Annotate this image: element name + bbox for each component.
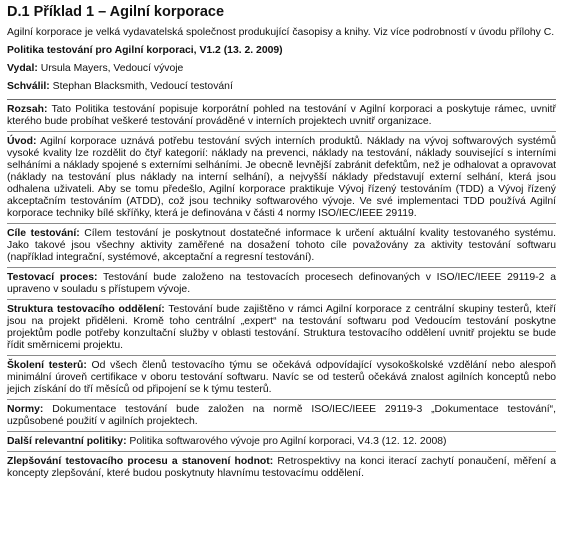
approved-by-value: Stephan Blacksmith, Vedoucí testování: [52, 81, 233, 92]
section-test-process: [7, 267, 556, 299]
approved-by-label: Schválil:: [7, 81, 50, 92]
section-text: Dokumentace testování bude založen na normě ISO/IEC/IEEE 29119-3 „Dokumentace testování“, uzpůsobené použití v agilních projektech.: [7, 404, 556, 427]
approved-by-line: [7, 81, 556, 93]
section-text: Cílem testování je poskytnout dostatečné informace k určení aktuální kvality testovaného systému. Jako takové jsou všechny aktivity zaměřené na dosažení tohoto cíle považovány za aktivity testování softwaru (například integrační, systémové, akceptační a regresní testování).: [7, 228, 556, 263]
section-test-organization: [7, 299, 556, 355]
section-label: Struktura testovacího oddělení:: [7, 304, 165, 315]
section-text: Testování bude založeno na testovacích procesech definovaných v ISO/IEC/IEEE 29119-2 a upraveno v souladu s přístupem vývoje.: [7, 272, 556, 295]
section-standards: [7, 399, 556, 431]
section-scope: [7, 99, 556, 131]
section-text: Politika softwarového vývoje pro Agilní korporaci, V4.3 (12. 12. 2008): [129, 436, 447, 447]
issued-by-value: Ursula Mayers, Vedoucí vývoje: [40, 63, 184, 74]
policy-title: Politika testování pro Agilní korporaci, V1.2 (13. 2. 2009): [7, 45, 283, 56]
section-test-objectives: [7, 223, 556, 267]
issued-by-line: [7, 63, 556, 75]
section-text: Testování bude zajištěno v rámci Agilní korporace z centrální skupiny testerů, kteří jsou na projekt přiděleni. Kromě toho centrální „expert“ na testování softwaru pod Vedoucím testování poskytne projektům podle potřeby konzultační služby v oblasti testování. Struktura testovacího oddělení uvnitř projektu se bude řídit směrnicemi projektu.: [7, 304, 556, 351]
section-label: Úvod:: [7, 136, 37, 147]
section-introduction: [7, 131, 556, 223]
issued-by-label: Vydal:: [7, 63, 38, 74]
section-label: Testovací proces:: [7, 272, 98, 283]
section-tester-training: [7, 355, 556, 399]
section-text: Agilní korporace uznává potřebu testování svých interních produktů. Náklady na vývoj softwarových systémů vysoké kvality lze rozdělit do čtyř kategorií: náklady na prevenci, náklady na testování, náklady související s interními selháními a náklady spojené s externími selháními. Je obecně levnější zabránit defektům, než je odhalovat a opravovat (náklady na testování plus náklady na interní selhání), a nejvyšší náklady představují externí selhání, která jsou odhalena uživateli. Aby se tomu předešlo, Agilní korporace praktikuje Vývoj řízený testováním (TDD) a Vývoj řízený akceptačním testováním (ATDD), což jsou techniky softwarového vývoje. Ve své implementaci TDD používá Agilní korporace techniky bílé skříňky, která je definována v části 4 normy ISO/IEC/IEEE 29119.: [7, 136, 556, 219]
section-text: Od všech členů testovacího týmu se očekává odpovídající vysokoškolské vzdělání nebo alespoň minimální úroveň certifikace v oboru testování softwaru. Navíc se od testerů očekává znalost agilních konceptů nebo jejich získání do tří měsíců od připojení se k týmu testerů.: [7, 360, 556, 395]
section-process-improvement: [7, 451, 556, 483]
section-label: Další relevantní politiky:: [7, 436, 127, 447]
section-label: Zlepšování testovacího procesu a stanovení hodnot:: [7, 456, 274, 467]
section-text: Tato Politika testování popisuje korporátní pohled na testování v Agilní korporaci a poskytuje rámec, uvnitř kterého bude probíhat veškeré testování prováděné v interních projektech uvnitř organizace.: [7, 104, 557, 127]
intro-paragraph: Agilní korporace je velká vydavatelská společnost produkující časopisy a knihy. Viz více podrobností v úvodu přílohy C.: [7, 27, 555, 38]
section-text: Retrospektivy na konci iterací zachytí ponaučení, měření a koncepty zlepšování, které budou poskytnuty hlavnímu testovacímu oddělení.: [7, 456, 557, 479]
section-label: Rozsah:: [7, 104, 48, 115]
section-label: Školení testerů:: [7, 360, 87, 371]
section-label: Normy:: [7, 404, 44, 415]
section-heading: D.1 Příklad 1 – Agilní korporace: [7, 4, 225, 20]
section-label: Cíle testování:: [7, 228, 80, 239]
section-other-policies: [7, 431, 556, 451]
